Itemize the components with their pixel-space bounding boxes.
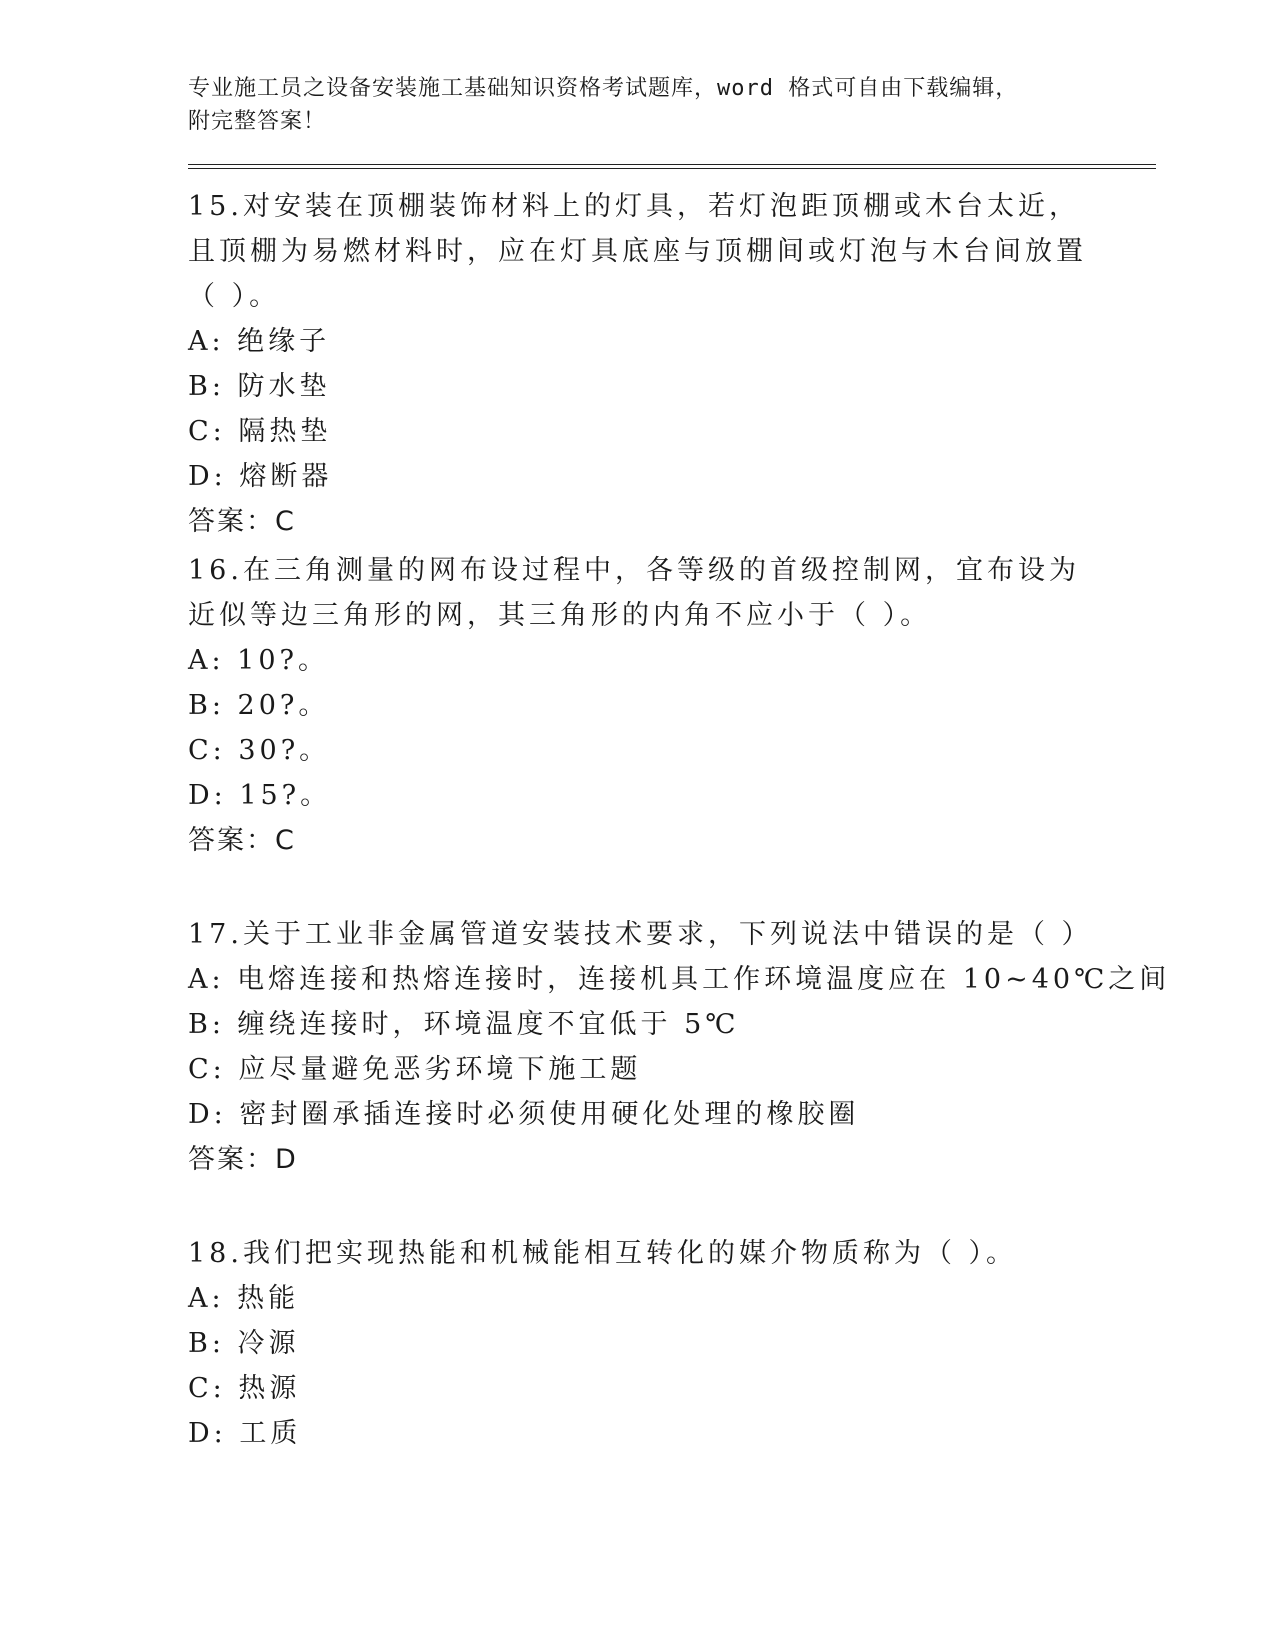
header-divider [188, 164, 1156, 169]
answer: 答案：D [188, 1144, 298, 1175]
option-c: C: 热源 [188, 1373, 301, 1404]
question-17 [188, 912, 1170, 1182]
question-stem: 15.对安装在顶棚装饰材料上的灯具，若灯泡距顶棚或木台太近，且顶棚为易燃材料时，应在灯具底座与顶棚间或灯泡与木台间放置（ ）。 [188, 191, 1087, 312]
option-c: C: 隔热垫 [188, 416, 332, 447]
question-stem: 16.在三角测量的网布设过程中，各等级的首级控制网，宜布设为近似等边三角形的网，其三角形的内角不应小于（ ）。 [188, 555, 1080, 631]
option-b: B: 冷源 [188, 1328, 300, 1359]
answer: 答案：C [188, 825, 296, 856]
option-c: C: 30?。 [188, 735, 331, 766]
option-d: D: 密封圈承插连接时必须使用硬化处理的橡胶圈 [188, 1099, 860, 1130]
question-16 [188, 548, 1088, 863]
option-d: D: 工质 [188, 1418, 302, 1449]
option-a: A: 电熔连接和热熔连接时，连接机具工作环境温度应在 10~40℃之间 [188, 964, 1171, 995]
header-line-2: 附完整答案！ [188, 109, 327, 134]
option-b: B: 缠绕连接时，环境温度不宜低于 5℃ [188, 1009, 740, 1040]
option-d: D: 15?。 [188, 780, 332, 811]
option-a: A: 热能 [188, 1283, 300, 1314]
option-b: B: 20?。 [188, 690, 330, 721]
header-line-1: 专业施工员之设备安装施工基础知识资格考试题库，word 格式可自由下载编辑， [188, 76, 1019, 101]
option-c: C: 应尽量避免恶劣环境下施工题 [188, 1054, 642, 1085]
document-page [188, 72, 1171, 1449]
question-stem: 18.我们把实现热能和机械能相互转化的媒介物质称为（ ）。 [188, 1238, 1018, 1269]
question-18 [188, 1231, 1088, 1456]
option-a: A: 绝缘子 [188, 326, 331, 357]
question-15 [188, 184, 1088, 544]
answer: 答案：C [188, 506, 296, 537]
option-b: B: 防水垫 [188, 371, 331, 402]
option-a: A: 10?。 [188, 645, 330, 676]
option-d: D: 熔断器 [188, 461, 333, 492]
question-stem: 17.关于工业非金属管道安装技术要求，下列说法中错误的是（ ） [188, 919, 1093, 950]
document-header [188, 72, 1156, 138]
